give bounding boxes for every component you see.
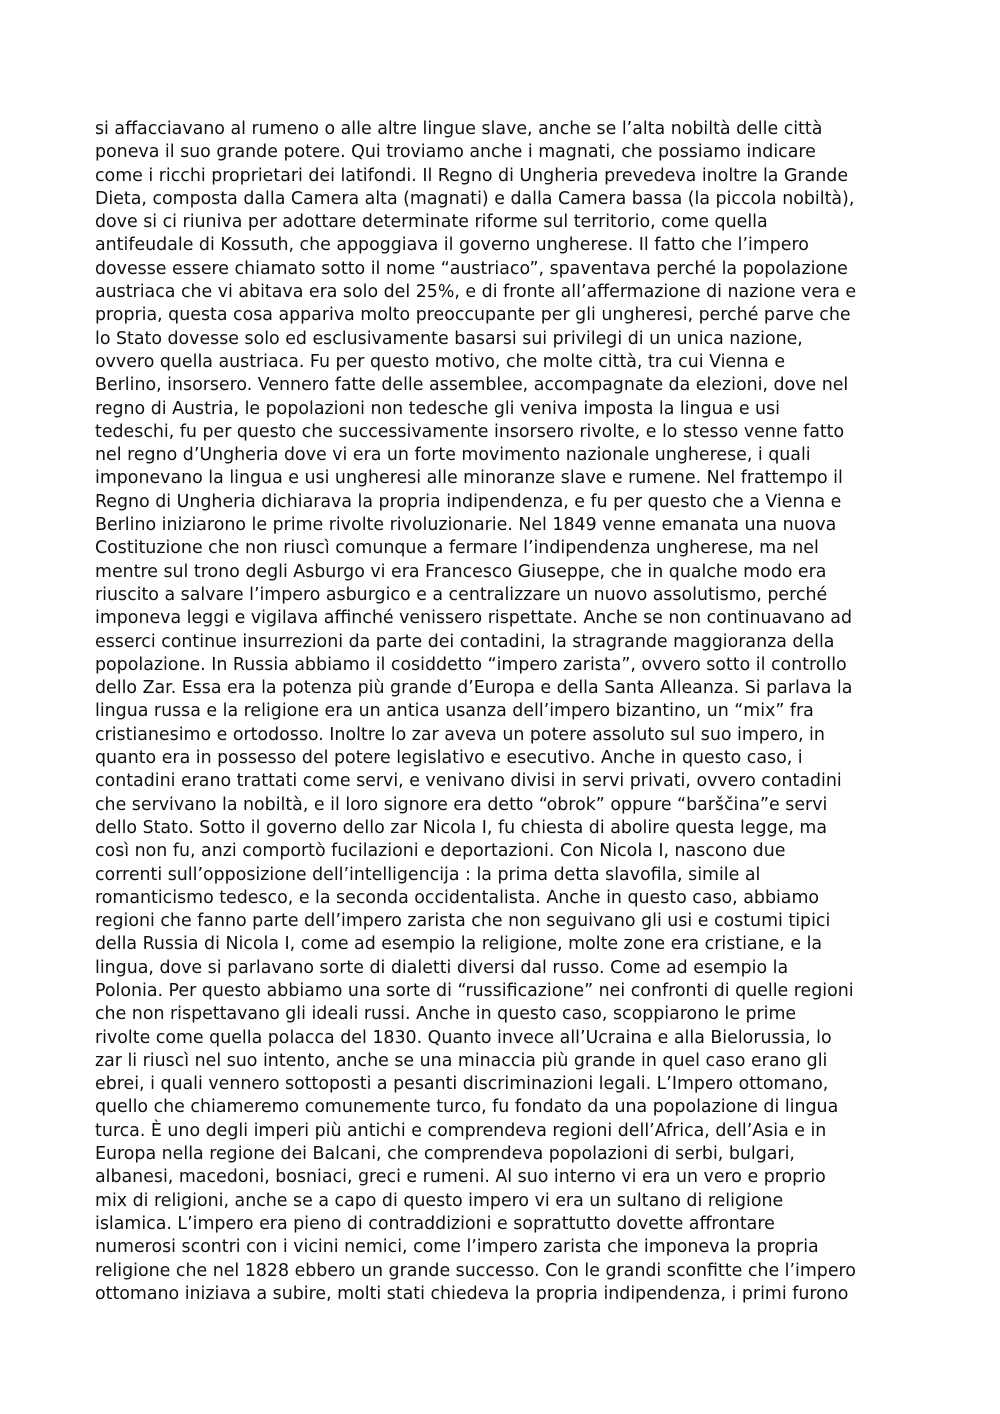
text-line: così non fu, anzi comportò fucilazioni e deportazioni. Con Nicola I, nascono due [95, 841, 786, 862]
text-line: tedeschi, fu per questo che successivamente insorsero rivolte, e lo stesso venne fatto [95, 421, 845, 442]
text-line: mix di religioni, anche se a capo di questo impero vi era un sultano di religione [95, 1190, 784, 1211]
text-line: ebrei, i quali vennero sottoposti a pesanti discriminazioni legali. L’Impero ottomano, [95, 1074, 829, 1095]
text-line: dello Zar. Essa era la potenza più grande d’Europa e della Santa Alleanza. Si parlava la [95, 678, 853, 699]
text-line: lo Stato dovesse solo ed esclusivamente basarsi sui privilegi di un unica nazione, [95, 328, 803, 349]
text-line: quanto era in possesso del potere legislativo e esecutivo. Anche in questo caso, i [95, 748, 803, 769]
text-line: turca. È uno degli imperi più antichi e comprendeva regioni dell’Africa, dell’Asia e in [95, 1120, 827, 1141]
text-line: Berlino, insorsero. Vennero fatte delle assemblee, accompagnate da elezioni, dove nel [95, 375, 849, 396]
text-line: dovesse essere chiamato sotto il nome “austriaco”, spaventava perché la popolazione [95, 258, 848, 279]
text-line: Polonia. Per questo abbiamo una sorte di “russificazione” nei confronti di quelle regioni [95, 980, 854, 1001]
text-line: si affacciavano al rumeno o alle altre lingue slave, anche se l’alta nobiltà delle città [95, 119, 823, 139]
text-line: riuscito a salvare l’impero asburgico e a centralizzare un nuovo assolutismo, perché [95, 584, 828, 605]
text-line: numerosi scontri con i vicini nemici, come l’impero zarista che imponeva la propria [95, 1237, 819, 1258]
text-line: regioni che fanno parte dell’impero zarista che non seguivano gli usi e costumi tipici [95, 911, 831, 932]
text-line: nel regno d’Ungheria dove vi era un forte movimento nazionale ungherese, i quali [95, 445, 811, 466]
body-paragraph [95, 118, 915, 1306]
text-line: della Russia di Nicola I, come ad esempio la religione, molte zone era cristiane, e la [95, 934, 823, 955]
text-line: esserci continue insurrezioni da parte dei contadini, la stragrande maggioranza della [95, 631, 835, 652]
text-line: come i ricchi proprietari dei latifondi. Il Regno di Ungheria prevedeva inoltre la Grande [95, 165, 849, 186]
text-line: albanesi, macedoni, bosniaci, greci e rumeni. Al suo interno vi era un vero e proprio [95, 1167, 826, 1188]
text-line: Dieta, composta dalla Camera alta (magnati) e dalla Camera bassa (la piccola nobiltà), [95, 188, 855, 209]
text-line: ottomano iniziava a subire, molti stati chiedeva la propria indipendenza, i primi furono [95, 1283, 849, 1304]
text-line: antifeudale di Kossuth, che appoggiava il governo ungherese. Il fatto che l’impero [95, 235, 809, 256]
text-line: Berlino iniziarono le prime rivolte rivoluzionarie. Nel 1849 venne emanata una nuova [95, 515, 837, 536]
text-line: zar li riuscì nel suo intento, anche se una minaccia più grande in quel caso erano gli [95, 1050, 828, 1071]
text-line: rivolte come quella polacca del 1830. Quanto invece all’Ucraina e alla Bielorussia, lo [95, 1027, 832, 1048]
text-line: islamica. L’impero era pieno di contraddizioni e soprattutto dovette affrontare [95, 1213, 775, 1234]
text-line: lingua russa e la religione era un antica usanza dell’impero bizantino, un “mix” fra [95, 701, 814, 722]
text-line: Europa nella regione dei Balcani, che comprendeva popolazioni di serbi, bulgari, [95, 1144, 795, 1165]
text-line: austriaca che vi abitava era solo del 25%, e di fronte all’affermazione di nazione vera e [95, 282, 857, 303]
text-line: lingua, dove si parlavano sorte di dialetti diversi dal russo. Come ad esempio la [95, 957, 789, 978]
text-line: imponeva leggi e vigilava affinché venissero rispettate. Anche se non continuavano ad [95, 608, 852, 629]
text-line: quello che chiameremo comunemente turco, fu fondato da una popolazione di lingua [95, 1097, 839, 1118]
text-line: mentre sul trono degli Asburgo vi era Francesco Giuseppe, che in qualche modo era [95, 561, 827, 582]
text-line: Costituzione che non riuscì comunque a fermare l’indipendenza ungherese, ma nel [95, 538, 819, 559]
text-line: poneva il suo grande potere. Qui troviamo anche i magnati, che possiamo indicare [95, 142, 816, 163]
text-line: che servivano la nobiltà, e il loro signore era detto “obrok” oppure “barščina”e servi [95, 794, 828, 815]
text-line: romanticismo tedesco, e la seconda occidentalista. Anche in questo caso, abbiamo [95, 887, 820, 908]
text-line: imponevano la lingua e usi ungheresi alle minoranze slave e rumene. Nel frattempo il [95, 468, 843, 489]
text-line: che non rispettavano gli ideali russi. Anche in questo caso, scoppiarono le prime [95, 1004, 797, 1025]
text-line: contadini erano trattati come servi, e venivano divisi in servi privati, ovvero contadini [95, 771, 842, 792]
text-line: ovvero quella austriaca. Fu per questo motivo, che molte città, tra cui Vienna e [95, 351, 786, 372]
text-line: Regno di Ungheria dichiarava la propria indipendenza, e fu per questo che a Vienna e [95, 491, 842, 512]
text-line: religione che nel 1828 ebbero un grande successo. Con le grandi sconfitte che l’impero [95, 1260, 856, 1281]
text-line: regno di Austria, le popolazioni non tedesche gli veniva imposta la lingua e usi [95, 398, 780, 419]
text-line: dove si ci riuniva per adottare determinate riforme sul territorio, come quella [95, 212, 768, 233]
text-line: correnti sull’opposizione dell’intelligencija : la prima detta slavofila, simile al [95, 864, 761, 885]
text-line: cristianesimo e ortodosso. Inoltre lo zar aveva un potere assoluto sul suo impero, in [95, 724, 825, 745]
text-line: propria, questa cosa appariva molto preoccupante per gli ungheresi, perché parve che [95, 305, 851, 326]
text-line: dello Stato. Sotto il governo dello zar Nicola I, fu chiesta di abolire questa legge, ma [95, 817, 827, 838]
text-line: popolazione. In Russia abbiamo il cosiddetto “impero zarista”, ovvero sotto il controllo [95, 654, 847, 675]
